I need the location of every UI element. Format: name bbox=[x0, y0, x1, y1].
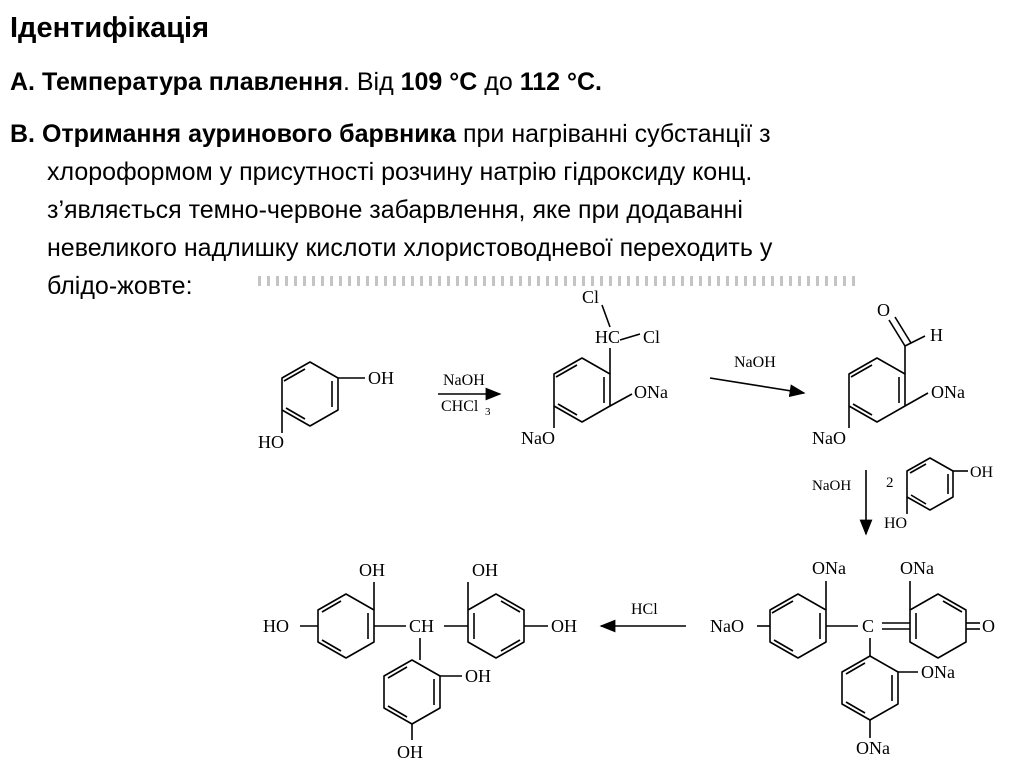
chem-label: 3 bbox=[485, 406, 491, 418]
dichloromethyl-ring bbox=[554, 305, 640, 428]
chem-label: 2 bbox=[886, 475, 894, 491]
chem-label: C bbox=[862, 616, 875, 636]
chem-label: HO bbox=[263, 616, 289, 636]
chem-label: NaOH bbox=[443, 372, 485, 389]
chem-label: NaOH bbox=[812, 478, 852, 494]
chem-label: CH bbox=[409, 616, 435, 636]
aldehyde-ring bbox=[849, 317, 928, 428]
slide-title: Ідентифікація bbox=[10, 12, 210, 44]
chem-label: NaO bbox=[812, 428, 846, 448]
chem-label: ONa bbox=[634, 382, 668, 402]
chem-label: OH bbox=[359, 560, 385, 580]
chem-label: H bbox=[930, 325, 943, 345]
melting-point-heading: А. Температура плавлення bbox=[10, 68, 343, 96]
chem-label: NaO bbox=[710, 616, 744, 636]
chem-label: OH bbox=[472, 560, 498, 580]
chem-label: Cl bbox=[582, 287, 600, 307]
chem-label: HO bbox=[884, 515, 908, 532]
temp-min: 109 °С bbox=[400, 68, 478, 96]
chem-label: ONa bbox=[931, 382, 965, 402]
resorcinol-reagent-ring bbox=[907, 458, 968, 514]
chem-label: OH bbox=[970, 464, 994, 481]
chem-label: CHCl bbox=[441, 398, 479, 415]
chem-label: OH bbox=[368, 368, 394, 388]
aurin-line-5: блідо-жовте: bbox=[47, 272, 193, 300]
chem-label: O bbox=[877, 300, 890, 320]
chem-label: ONa bbox=[812, 558, 846, 578]
chem-label: NaOH bbox=[734, 354, 776, 371]
chem-label: NaO bbox=[521, 428, 555, 448]
melting-point-line: А. Температура плавлення. Від 109 °С до 112 °С. bbox=[10, 68, 602, 96]
chem-label: HCl bbox=[631, 601, 658, 618]
chem-label: OH bbox=[551, 616, 577, 636]
chem-label: O bbox=[982, 616, 995, 636]
aurin-line-3: з’являється темно-червоне забарвлення, яке при додаванні bbox=[47, 196, 743, 224]
chem-label: ONa bbox=[921, 662, 955, 682]
chem-label: OH bbox=[465, 666, 491, 686]
aurin-line-1: В. Отримання ауринового барвника при нагріванні субстанції з bbox=[10, 120, 771, 148]
aurin-salt bbox=[757, 581, 980, 738]
aurin-line-4: невеликого надлишку кислоти хлористоводневої переходить у bbox=[47, 234, 773, 262]
chem-label: Cl bbox=[643, 327, 661, 347]
aurin-heading: В. Отримання ауринового барвника bbox=[10, 120, 457, 148]
temp-max: 112 °С. bbox=[519, 68, 602, 96]
resorcinol-ring bbox=[282, 362, 365, 433]
arrow-2 bbox=[710, 378, 804, 393]
chem-label: HO bbox=[258, 432, 284, 452]
chem-label: OH bbox=[397, 742, 423, 762]
chem-label: HC bbox=[595, 327, 621, 347]
chem-label: ONa bbox=[900, 558, 934, 578]
aurin-line-2: хлороформом у присутності розчину натрію гідроксиду конц. bbox=[47, 158, 753, 186]
leuco-aurin bbox=[300, 582, 548, 740]
chem-label: ONa bbox=[856, 738, 890, 758]
